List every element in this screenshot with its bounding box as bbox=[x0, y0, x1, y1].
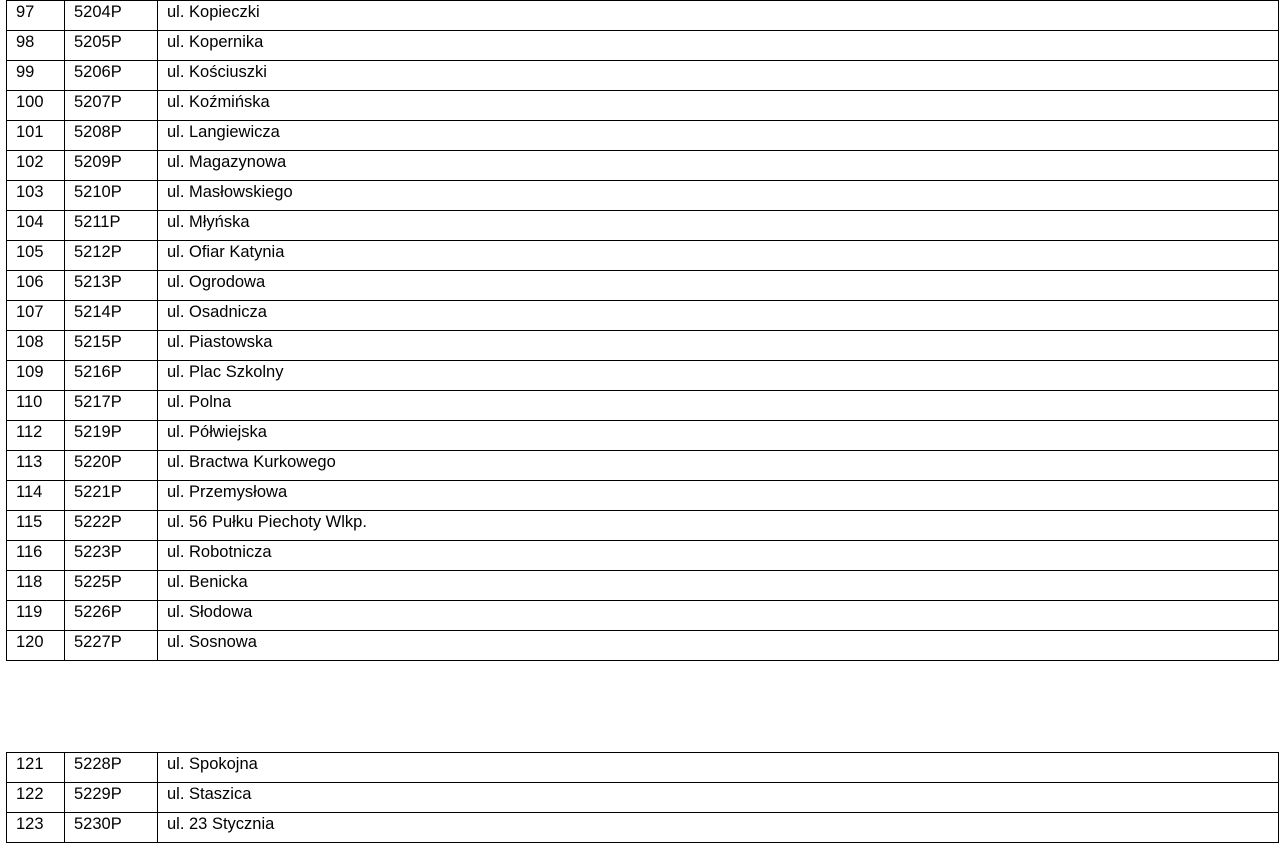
table-row bbox=[7, 511, 1279, 541]
row-number-cell: 106 bbox=[7, 271, 65, 301]
row-number-cell: 113 bbox=[7, 451, 65, 481]
street-name-cell: ul. Staszica bbox=[158, 783, 1279, 813]
row-number-cell: 98 bbox=[7, 31, 65, 61]
table-row bbox=[7, 181, 1279, 211]
street-name-cell: ul. Przemysłowa bbox=[158, 481, 1279, 511]
table-row bbox=[7, 753, 1279, 783]
street-name-cell: ul. 23 Stycznia bbox=[158, 813, 1279, 843]
row-number-cell: 119 bbox=[7, 601, 65, 631]
street-name-cell: ul. Młyńska bbox=[158, 211, 1279, 241]
road-code-cell: 5217P bbox=[65, 391, 158, 421]
street-name-cell: ul. Kościuszki bbox=[158, 61, 1279, 91]
table-row bbox=[7, 421, 1279, 451]
road-code-cell: 5211P bbox=[65, 211, 158, 241]
row-number-cell: 105 bbox=[7, 241, 65, 271]
street-name-cell: ul. Robotnicza bbox=[158, 541, 1279, 571]
row-number-cell: 121 bbox=[7, 753, 65, 783]
road-code-cell: 5221P bbox=[65, 481, 158, 511]
road-code-cell: 5228P bbox=[65, 753, 158, 783]
road-code-cell: 5214P bbox=[65, 301, 158, 331]
road-code-cell: 5208P bbox=[65, 121, 158, 151]
table-row bbox=[7, 1, 1279, 31]
road-code-cell: 5220P bbox=[65, 451, 158, 481]
row-number-cell: 102 bbox=[7, 151, 65, 181]
row-number-cell: 107 bbox=[7, 301, 65, 331]
row-number-cell: 103 bbox=[7, 181, 65, 211]
road-code-cell: 5207P bbox=[65, 91, 158, 121]
table-row bbox=[7, 391, 1279, 421]
table-row bbox=[7, 31, 1279, 61]
row-number-cell: 109 bbox=[7, 361, 65, 391]
road-code-cell: 5225P bbox=[65, 571, 158, 601]
road-code-cell: 5230P bbox=[65, 813, 158, 843]
table-row bbox=[7, 451, 1279, 481]
row-number-cell: 100 bbox=[7, 91, 65, 121]
street-name-cell: ul. Benicka bbox=[158, 571, 1279, 601]
table-row bbox=[7, 121, 1279, 151]
row-number-cell: 97 bbox=[7, 1, 65, 31]
row-number-cell: 101 bbox=[7, 121, 65, 151]
street-name-cell: ul. Masłowskiego bbox=[158, 181, 1279, 211]
street-name-cell: ul. Spokojna bbox=[158, 753, 1279, 783]
row-number-cell: 108 bbox=[7, 331, 65, 361]
street-name-cell: ul. Koźmińska bbox=[158, 91, 1279, 121]
table-row bbox=[7, 361, 1279, 391]
road-code-cell: 5216P bbox=[65, 361, 158, 391]
table-row bbox=[7, 301, 1279, 331]
row-number-cell: 110 bbox=[7, 391, 65, 421]
street-name-cell: ul. Półwiejska bbox=[158, 421, 1279, 451]
road-code-cell: 5212P bbox=[65, 241, 158, 271]
row-number-cell: 115 bbox=[7, 511, 65, 541]
road-code-cell: 5204P bbox=[65, 1, 158, 31]
road-code-cell: 5226P bbox=[65, 601, 158, 631]
table-row bbox=[7, 151, 1279, 181]
road-code-cell: 5205P bbox=[65, 31, 158, 61]
street-name-cell: ul. Plac Szkolny bbox=[158, 361, 1279, 391]
table-row bbox=[7, 813, 1279, 843]
street-name-cell: ul. Bractwa Kurkowego bbox=[158, 451, 1279, 481]
row-number-cell: 120 bbox=[7, 631, 65, 661]
table-row bbox=[7, 571, 1279, 601]
table-row bbox=[7, 211, 1279, 241]
road-code-cell: 5222P bbox=[65, 511, 158, 541]
row-number-cell: 99 bbox=[7, 61, 65, 91]
table-row bbox=[7, 541, 1279, 571]
road-code-cell: 5210P bbox=[65, 181, 158, 211]
street-name-cell: ul. Langiewicza bbox=[158, 121, 1279, 151]
road-code-cell: 5215P bbox=[65, 331, 158, 361]
table-row bbox=[7, 271, 1279, 301]
row-number-cell: 114 bbox=[7, 481, 65, 511]
street-name-cell: ul. Sosnowa bbox=[158, 631, 1279, 661]
road-table-1 bbox=[6, 0, 1279, 661]
table-row bbox=[7, 331, 1279, 361]
road-table-2 bbox=[6, 752, 1279, 843]
road-code-cell: 5229P bbox=[65, 783, 158, 813]
street-name-cell: ul. 56 Pułku Piechoty Wlkp. bbox=[158, 511, 1279, 541]
table-row bbox=[7, 91, 1279, 121]
street-name-cell: ul. Kopieczki bbox=[158, 1, 1279, 31]
road-code-cell: 5213P bbox=[65, 271, 158, 301]
street-name-cell: ul. Osadnicza bbox=[158, 301, 1279, 331]
row-number-cell: 112 bbox=[7, 421, 65, 451]
street-name-cell: ul. Kopernika bbox=[158, 31, 1279, 61]
row-number-cell: 123 bbox=[7, 813, 65, 843]
road-code-cell: 5223P bbox=[65, 541, 158, 571]
road-code-cell: 5209P bbox=[65, 151, 158, 181]
road-code-cell: 5206P bbox=[65, 61, 158, 91]
street-name-cell: ul. Słodowa bbox=[158, 601, 1279, 631]
table-row bbox=[7, 783, 1279, 813]
street-name-cell: ul. Polna bbox=[158, 391, 1279, 421]
row-number-cell: 104 bbox=[7, 211, 65, 241]
table-row bbox=[7, 241, 1279, 271]
table-row bbox=[7, 601, 1279, 631]
street-name-cell: ul. Ogrodowa bbox=[158, 271, 1279, 301]
street-name-cell: ul. Ofiar Katynia bbox=[158, 241, 1279, 271]
row-number-cell: 118 bbox=[7, 571, 65, 601]
road-code-cell: 5219P bbox=[65, 421, 158, 451]
table-row bbox=[7, 61, 1279, 91]
street-name-cell: ul. Piastowska bbox=[158, 331, 1279, 361]
table-row bbox=[7, 631, 1279, 661]
road-code-cell: 5227P bbox=[65, 631, 158, 661]
row-number-cell: 116 bbox=[7, 541, 65, 571]
row-number-cell: 122 bbox=[7, 783, 65, 813]
street-name-cell: ul. Magazynowa bbox=[158, 151, 1279, 181]
table-row bbox=[7, 481, 1279, 511]
